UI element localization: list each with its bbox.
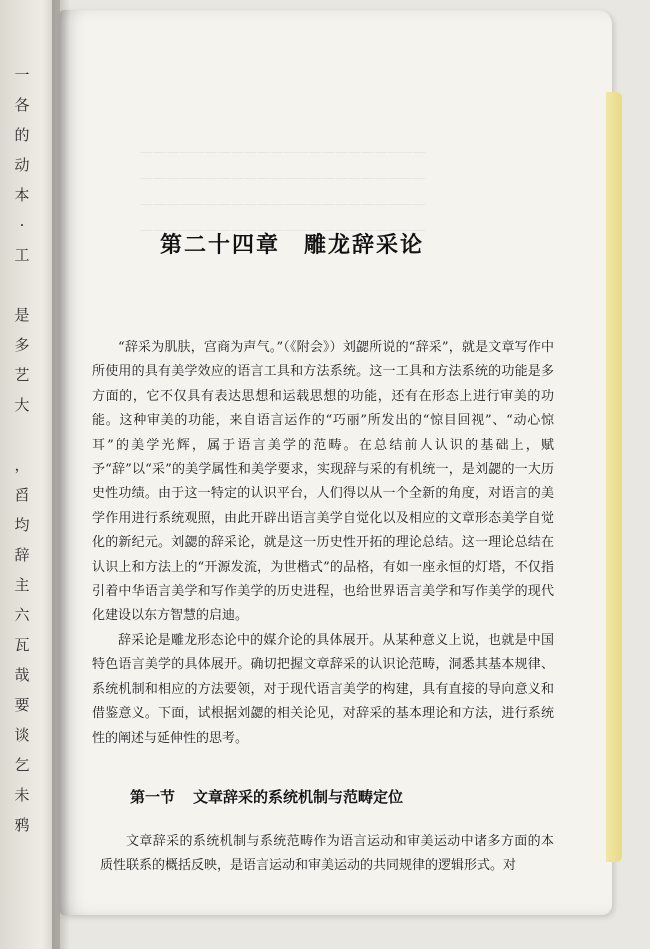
bleed-through-text: —————————————————————— —————————————————————— —————————————————————— —————————————————————— [140,145,426,238]
left-page-char: · [19,216,25,234]
left-page-char: 各 [14,96,30,114]
paragraph-2: 辞采论是雕龙形态论中的媒介论的具体展开。从某种意义上说，也就是中国特色语言美学的具体展开。确切把握文章辞采的认识论范畴，洞悉其基本规律、系统机制和相应的方法要领，对于现代语言美学的构建，具有直接的导向意义和借鉴意义。下面，试根据刘勰的相关论见，对辞采的基本理论和方法，进行系统性的阐述与延伸性的思考。 [92,632,554,746]
left-page-char: 六 [14,606,30,624]
chapter-heading [160,228,520,259]
left-page-char: 多 [14,336,30,354]
left-page-char: 鸦 [14,816,30,834]
page-edge [606,92,622,862]
left-page [0,0,60,949]
left-page-char: 哉 [14,666,30,684]
right-page [60,10,612,915]
left-page-char: 均 [14,516,30,534]
left-page-char: 动 [14,156,30,174]
left-page-char: 的 [14,126,30,144]
left-page-char: 未 [14,786,30,804]
left-page-char: 乞 [14,756,30,774]
section-number: 第一节 [130,788,176,806]
chapter-title: 雕龙辞采论 [304,232,425,258]
section-title: 文章辞采的系统机制与范畴定位 [193,788,404,806]
left-page-char: 一 [14,66,30,84]
left-page-char: 谈 [14,726,30,744]
left-page-char: 要 [14,696,30,714]
left-page-char: 主 [14,576,30,594]
section-paragraph: 文章辞采的系统机制与系统范畴作为语言运动和审美运动中诸多方面的本质性联系的概括反映，是语言运动和审美运动的共同规律的逻辑形式。对 [100,834,554,873]
section-heading [130,786,550,807]
left-page-char: 大 [14,396,30,414]
book-gutter-shadow [52,0,70,949]
paragraph-1: “辞采为肌肤，宫商为声气。”（《附会》）刘勰所说的“辞采”，就是文章写作中所使用的具有美学效应的语言工具和方法系统。这一工具和方法系统的功能是多方面的，它不仅具有表达思想和运载思想的功能，还有在形态上进行审美的功能。这种审美的功能，来自语言运作的“巧丽”所发出的“惊目回视”、“动心惊耳”的美学光辉，属于语言美学的范畴。在总结前人认识的基础上，赋予“辞”以“采”的美学属性和美学要求，实现辞与采的有机统一，是刘勰的一大历史性功绩。由于这一特定的认识平台，人们得以从一个全新的角度，对语言的美学作用进行系统观照，由此开辟出语言美学自觉化以及相应的文章形态美学自觉化的新纪元。刘勰的辞采论，就是这一历史性开拓的理论总结。这一理论总结在认识上和方法上的“开源发流，为世楷式”的品格，有如一座永恒的灯塔，不仅指引着中华语言美学和写作美学的历史进程，也给世界语言美学和写作美学的现代化建设以东方智慧的启迪。 [92,340,554,624]
left-page-char: 辞 [14,546,30,564]
left-page-char: 工 [14,246,30,264]
left-page-char: 本 [14,186,30,204]
left-page-char: 瓦 [14,636,30,654]
left-page-char: ， [14,456,30,474]
left-page-char: 是 [14,306,30,324]
left-page-text-column [2,60,42,840]
chapter-number: 第二十四章 [160,232,281,258]
left-page-char: 舀 [14,486,30,504]
chapter-body [92,336,554,751]
left-page-char: 艺 [14,366,30,384]
